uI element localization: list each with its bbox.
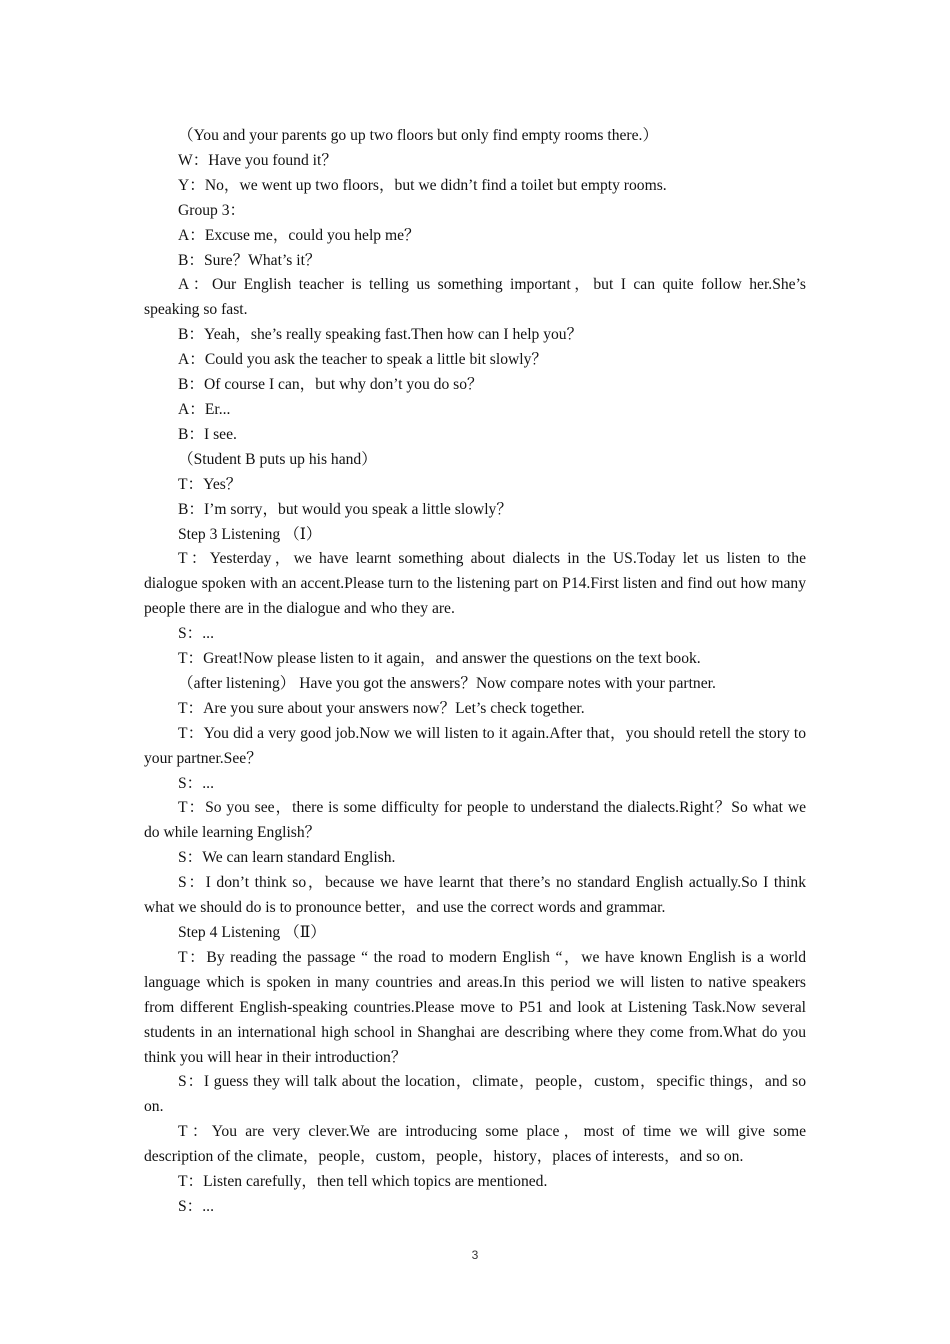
paragraph: T：Yesterday，we have learnt something about dialects in the US.Today let us listen to the dialogue spoken with an accent.Please turn to the listening part on P14.First listen and find out how many people there are in the dialogue and who they are.	[144, 550, 806, 618]
document-body	[144, 124, 806, 1220]
paragraph: （You and your parents go up two floors but only find empty rooms there.）	[178, 127, 659, 144]
paragraph: （after listening） Have you got the answers？Now compare notes with your partner.	[178, 674, 716, 692]
paragraph: A：Er...	[178, 400, 231, 418]
section-heading: Step 4 Listening （Ⅱ）	[178, 924, 326, 941]
paragraph: A：Our English teacher is telling us something important，but I can quite follow her.She’s speaking so fast.	[144, 276, 806, 319]
paragraph: T：So you see，there is some difficulty for people to understand the dialects.Right？So what we do while learning English？	[144, 799, 806, 842]
paragraph: T：Listen carefully，then tell which topics are mentioned.	[178, 1173, 548, 1191]
paragraph: S：...	[178, 1197, 214, 1215]
paragraph: S：I guess they will talk about the location，climate，people，custom，specific things，and so on.	[144, 1073, 806, 1116]
paragraph: B：Sure？What’s it？	[178, 251, 321, 269]
paragraph: T：You are very clever.We are introducing some place，most of time we will give some description of the climate，people，custom，people，history，places of interests，and so on.	[144, 1123, 806, 1166]
paragraph: S：We can learn standard English.	[178, 849, 396, 867]
paragraph: B：Of course I can，but why don’t you do so？	[178, 376, 483, 394]
paragraph: B：I’m sorry，but would you speak a little slowly？	[178, 500, 512, 518]
paragraph: （Student B puts up his hand）	[178, 450, 377, 468]
paragraph: A：Could you ask the teacher to speak a little bit slowly？	[178, 351, 547, 369]
paragraph: A：Excuse me，could you help me？	[178, 226, 420, 244]
page-number: 3	[471, 1248, 479, 1262]
paragraph: T：Yes？	[178, 475, 242, 493]
paragraph: T：You did a very good job.Now we will listen to it again.After that，you should retell the story to your partner.See？	[144, 724, 806, 767]
paragraph: Group 3：	[178, 201, 246, 219]
paragraph: T：Great!Now please listen to it again，and answer the questions on the text book.	[178, 650, 701, 668]
paragraph: S：I don’t think so，because we have learnt that there’s no standard English actually.So I think what we should do is to pronounce better，and use the correct words and grammar.	[144, 874, 806, 917]
paragraph: S：...	[178, 625, 214, 643]
paragraph: B：I see.	[178, 425, 237, 443]
paragraph: W：Have you found it？	[178, 151, 337, 169]
section-heading: Step 3 Listening （Ⅰ）	[178, 525, 322, 543]
paragraph: T：Are you sure about your answers now？Let’s check together.	[178, 699, 585, 717]
paragraph: Y：No，we went up two floors，but we didn’t find a toilet but empty rooms.	[178, 176, 667, 194]
paragraph: S：...	[178, 774, 214, 792]
paragraph: B：Yeah，she’s really speaking fast.Then how can I help you？	[178, 326, 583, 344]
paragraph: T：By reading the passage “ the road to modern English “，we have known English is a world language which is spoken in many countries and areas.In this period we will listen to native speakers from different English-speaking countries.Please move to P51 and look at Listening Task.Now several students in an international high school in Shanghai are describing where they come from.What do you think you will hear in their introduction？	[144, 948, 806, 1066]
